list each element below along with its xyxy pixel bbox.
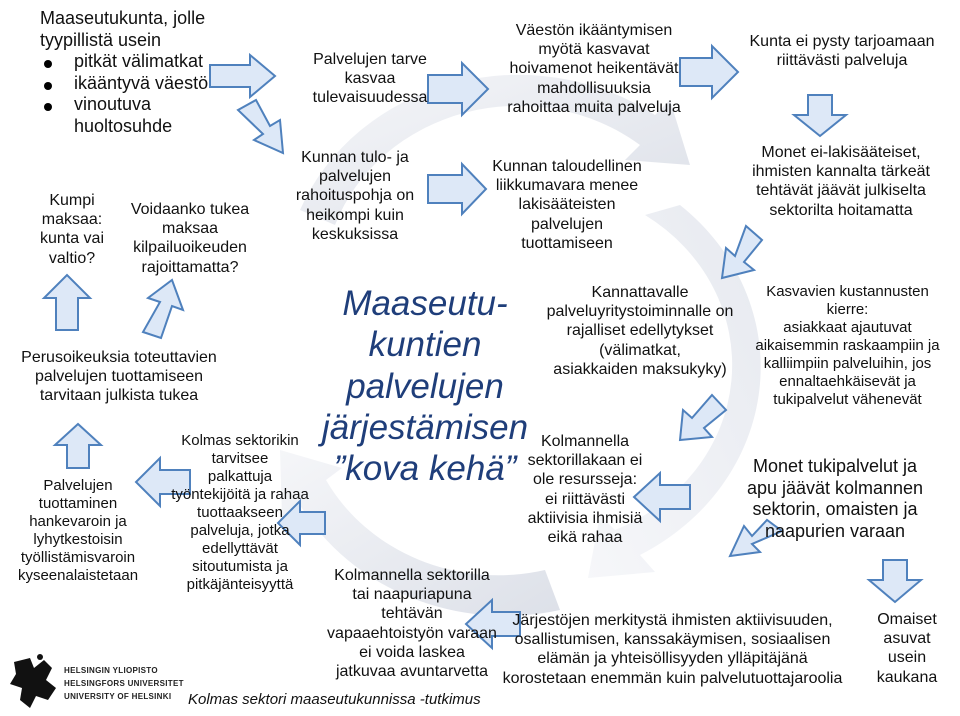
jarjestojen-text: [500, 611, 845, 688]
hankevaroin-line: Palvelujen: [43, 477, 113, 494]
vaeston-line: myötä kasvavat: [538, 41, 650, 59]
center-title-line: kuntien: [368, 325, 482, 365]
voidaanko-line: Voidaanko tukea: [130, 201, 250, 218]
tulopohja-text: [280, 148, 430, 244]
kannattavalle-line: rajalliset edellytykset: [566, 322, 714, 340]
vapaaehtoistyo-line: tehtävän: [381, 605, 443, 623]
vaeston-text: [494, 21, 694, 117]
logo-line: UNIVERSITY OF HELSINKI: [64, 692, 172, 701]
arrow-up-left-2: [55, 424, 101, 468]
kunta-ei-text: [737, 32, 947, 70]
voidaanko-text: [120, 200, 260, 277]
vaeston-line: Väestön ikääntymisen: [515, 22, 673, 39]
kasvavien-line: kierre:: [826, 301, 869, 318]
perusoikeuksia-line: tarvitaan julkista tukea: [39, 387, 199, 405]
voidaanko-line: kilpailuoikeuden: [133, 239, 247, 257]
vapaaehtoistyo-text: [312, 566, 512, 681]
jarjestojen-line: Järjestöjen merkitystä ihmisten aktiivisuuden,: [512, 612, 833, 629]
kolmannella-line: Kolmannella: [540, 433, 630, 450]
kannattavalle-line: Kannattavalle: [591, 284, 689, 301]
tulopohja-line: palvelujen: [318, 168, 392, 186]
intro-bullet: vinoutuva: [40, 94, 208, 116]
intro-bullet-continuation: huoltosuhde: [74, 115, 173, 136]
tukipalvelut-line: naapurien varaan: [764, 520, 906, 541]
kolmas-sektori-line: sitoutumista ja: [192, 558, 288, 575]
vapaaehtoistyo-line: vapaaehtoistyön varaan: [327, 624, 497, 642]
kolmannella-line: eikä rahaa: [547, 528, 623, 546]
intro-heading-line: tyypillistä usein: [40, 29, 162, 50]
kolmannella-line: aktiivisia ihmisiä: [527, 509, 643, 527]
perusoikeuksia-line: Perusoikeuksia toteuttavien: [21, 349, 217, 366]
left-question-line: maksaa:: [41, 211, 103, 229]
liikkumavara-line: palvelujen: [530, 215, 604, 233]
kolmas-sektori-line: edellyttävät: [202, 540, 278, 557]
kolmas-sektori-line: työntekijöitä ja rahaa: [171, 486, 309, 503]
kasvavien-line: aikaisemmin raskaampiin ja: [755, 337, 940, 354]
arrow-diag-right-1: [722, 226, 762, 278]
kasvavien-line: kalliimpiin palveluihin, jos: [763, 355, 932, 372]
kasvavien-text: [745, 283, 950, 409]
center-title-line: palvelujen: [346, 366, 504, 406]
vapaaehtoistyo-line: ei voida laskea: [359, 643, 465, 661]
hankevaroin-line: lyhytkestoisin: [33, 531, 123, 548]
kannattavalle-line: asiakkaiden maksukyky): [553, 360, 727, 378]
liikkumavara-text: [482, 157, 652, 253]
omaiset-line: asuvat: [883, 630, 931, 648]
kolmannella-line: ole resursseja:: [532, 471, 638, 489]
left-question: [22, 191, 122, 268]
palvelujen-tarve-line: kasvaa: [344, 70, 396, 88]
ei-lakisaateiset-line: sektorilta hoitamatta: [769, 201, 913, 219]
voidaanko-line: maksaa: [161, 220, 219, 238]
liikkumavara-line: liikkumavara menee: [495, 177, 639, 195]
liikkumavara-line: tuottamiseen: [521, 234, 613, 252]
tulopohja-line: Kunnan tulo- ja: [301, 149, 409, 166]
kolmas-sektori-text: [150, 432, 330, 594]
omaiset-line: usein: [887, 649, 927, 667]
ei-lakisaateiset-text: [736, 143, 946, 220]
hankevaroin-line: työllistämisvaroin: [20, 549, 136, 566]
arrow-diag-top-left: [238, 100, 283, 153]
center-title-line: ”kova kehä”: [333, 449, 517, 489]
arrow-down-1: [794, 95, 846, 136]
left-question-line: Kumpi: [49, 192, 95, 209]
center-title: [320, 283, 530, 489]
palvelujen-tarve-line: Palvelujen tarve: [313, 51, 427, 68]
vaeston-line: hoivamenot heikentävät: [509, 60, 679, 78]
hankevaroin-line: hankevaroin ja: [29, 513, 127, 530]
palvelujen-tarve-text: [290, 50, 450, 108]
kolmannella-line: ei riittävästi: [544, 490, 626, 508]
perusoikeuksia-text: [4, 348, 234, 406]
kolmas-sektori-line: tuottaakseen: [197, 504, 283, 521]
tukipalvelut-line: sektorin, omaisten ja: [752, 499, 918, 520]
jarjestojen-line: elämän ja yhteisöllisyyden ylläpitäjänä: [537, 650, 808, 668]
kasvavien-line: asiakkaat ajautuvat: [783, 319, 912, 336]
kolmas-sektori-line: palveluja, jotka: [190, 522, 290, 539]
arrow-right-1: [210, 55, 275, 97]
ei-lakisaateiset-line: Monet ei-lakisääteiset,: [761, 144, 921, 161]
intro-bullet-list: [40, 51, 208, 116]
hankevaroin-line: tuottaminen: [38, 495, 118, 512]
ei-lakisaateiset-line: ihmisten kannalta tärkeät: [752, 163, 930, 181]
kasvavien-line: ennaltaehkäisevät ja: [779, 373, 916, 390]
vaeston-line: rahoittaa muita palveluja: [507, 98, 681, 116]
kunta-ei-line: riittävästi palveluja: [776, 52, 908, 70]
kannattavalle-line: palveluyritystoiminnalle on: [546, 303, 734, 321]
logo-line: HELSINGIN YLIOPISTO: [64, 666, 158, 675]
vapaaehtoistyo-line: jatkuvaa avuntarvetta: [335, 662, 489, 680]
tukipalvelut-text: [730, 456, 940, 542]
tukipalvelut-line: Monet tukipalvelut ja: [752, 456, 918, 476]
hankevaroin-line: kyseenalaistetaan: [17, 567, 139, 584]
tukipalvelut-line: apu jäävät kolmannen: [746, 477, 924, 498]
center-title-line: järjestämisen: [321, 407, 529, 447]
vapaaehtoistyo-line: Kolmannella sektorilla: [334, 567, 490, 584]
tulopohja-line: keskuksissa: [311, 225, 399, 243]
kunta-ei-line: Kunta ei pysty tarjoamaan: [749, 33, 935, 50]
liikkumavara-line: Kunnan taloudellinen: [492, 158, 642, 175]
kasvavien-line: Kasvavien kustannusten: [766, 283, 929, 300]
left-question-line: kunta vai: [39, 230, 105, 248]
kolmannella-line: sektorillakaan ei: [527, 452, 643, 470]
tulopohja-line: rahoituspohja on: [295, 187, 415, 205]
kannattavalle-line: (välimatkat,: [599, 341, 681, 359]
jarjestojen-line: korostetaan enemmän kuin palvelutuottajaroolia: [502, 669, 843, 687]
jarjestojen-line: osallistumisen, kanssakäymisen, sosiaalisen: [514, 631, 831, 649]
kolmas-sektori-line: palkattuja: [207, 468, 273, 485]
left-question-line: valtio?: [48, 249, 96, 267]
intro-bullet: ikääntyvä väestö: [40, 73, 208, 95]
palvelujen-tarve-line: tulevaisuudessa: [312, 89, 428, 107]
arrow-up-left: [44, 275, 90, 330]
intro-block: [40, 8, 208, 138]
kannattavalle-text: [530, 283, 750, 379]
intro-heading-line: Maaseutukunta, jolle: [40, 8, 206, 28]
logo-line: HELSINGFORS UNIVERSITET: [64, 679, 184, 688]
omaiset-line: kaukana: [876, 668, 938, 686]
arrow-right-2: [428, 164, 486, 214]
liikkumavara-line: lakisääteisten: [518, 196, 616, 214]
kolmas-sektori-line: tarvitsee: [211, 450, 269, 467]
kasvavien-line: tukipalvelut vähenevät: [773, 391, 922, 408]
kolmas-sektori-line: Kolmas sektorikin: [181, 432, 299, 449]
tulopohja-line: heikompi kuin: [306, 206, 404, 224]
intro-bullet: pitkät välimatkat: [40, 51, 208, 73]
footer-caption: Kolmas sektori maaseutukunnissa -tutkimus: [188, 691, 481, 708]
omaiset-line: Omaiset: [877, 611, 937, 628]
center-title-line: Maaseutu-: [342, 284, 508, 323]
ei-lakisaateiset-line: tehtävät jäävät julkiselta: [756, 182, 926, 200]
perusoikeuksia-line: palvelujen tuottamiseen: [34, 368, 204, 386]
vapaaehtoistyo-line: tai naapuriapuna: [352, 586, 472, 604]
kolmas-sektori-line: pitkäjänteisyyttä: [186, 576, 294, 593]
vaeston-line: mahdollisuuksia: [537, 79, 651, 97]
hankevaroin-text: [8, 477, 148, 585]
university-logo-mark: [10, 654, 56, 708]
university-logo-text: [64, 664, 184, 703]
arrow-down-2: [869, 560, 921, 602]
omaiset-text: [862, 610, 952, 687]
kolmannella-text: [510, 432, 660, 547]
arrow-up-mid: [143, 280, 183, 338]
voidaanko-line: rajoittamatta?: [141, 258, 239, 276]
